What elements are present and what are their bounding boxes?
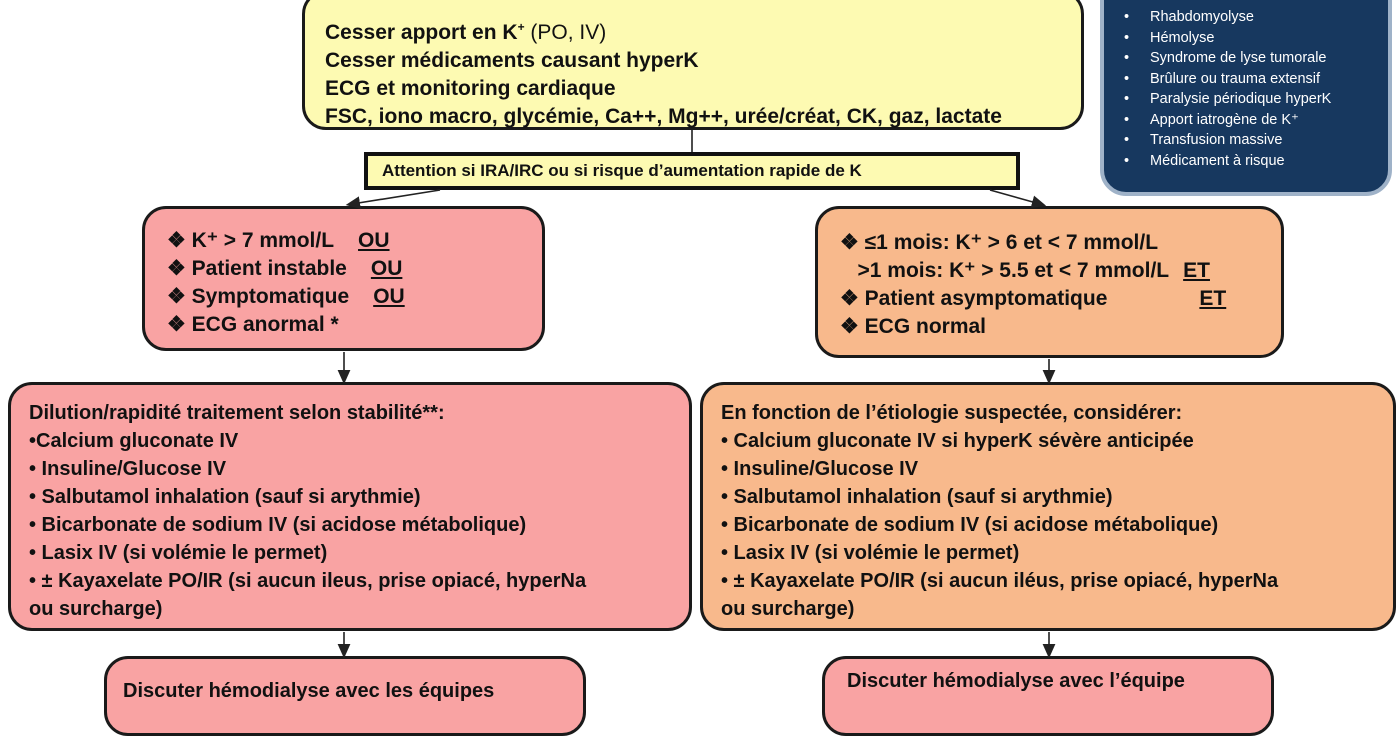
treatment-item: • Salbutamol inhalation (sauf si arythmie)	[29, 486, 421, 508]
treatment-heading: Dilution/rapidité traitement selon stabilité**:	[29, 402, 445, 424]
criterion-under-1-month: ❖ ≤1 mois: K⁺ > 6 et < 7 mmol/L	[840, 231, 1159, 254]
risk-factor-item: • Rhabdomyolyse	[1124, 7, 1388, 28]
criterion-unstable: ❖ Patient instable OU	[167, 257, 403, 280]
risk-factor-item: • Apport iatrogène de K⁺	[1124, 110, 1388, 131]
risk-factor-item: • Brûlure ou trauma extensif	[1124, 69, 1388, 90]
treatment-item: ou surcharge)	[29, 598, 163, 620]
arrow-top-to-right	[990, 190, 1040, 204]
risk-factor-item: • Paralysie périodique hyperK	[1124, 89, 1388, 110]
criterion-ecg-abnormal: ❖ ECG anormal *	[167, 313, 339, 336]
criterion-over-1-month: >1 mois: K⁺ > 5.5 et < 7 mmol/L ET	[840, 259, 1210, 282]
criterion-asymptomatic: ❖ Patient asymptomatique ET	[840, 287, 1227, 310]
risk-factor-item: • Médicament à risque	[1124, 151, 1388, 172]
risk-factor-item: • Syndrome de lyse tumorale	[1124, 48, 1388, 69]
treatment-item: • ± Kayaxelate PO/IR (si aucun iléus, prise opiacé, hyperNa	[721, 570, 1279, 592]
dialysis-text: Discuter hémodialyse avec l’équipe	[847, 670, 1185, 692]
treatment-item: • Calcium gluconate IV si hyperK sévère anticipée	[721, 430, 1194, 452]
criterion-k-level: ❖ K⁺ > 7 mmol/L OU	[167, 229, 390, 252]
treatment-item: ou surcharge)	[721, 598, 855, 620]
treatment-item: •Calcium gluconate IV	[29, 430, 239, 452]
risk-factor-item: • Hémolyse	[1124, 28, 1388, 49]
dialysis-text: Discuter hémodialyse avec les équipes	[123, 680, 495, 702]
treatment-item: • Salbutamol inhalation (sauf si arythmie)	[721, 486, 1113, 508]
treatment-item: • Bicarbonate de sodium IV (si acidose métabolique)	[29, 514, 527, 536]
measure-stop-potassium: Cesser apport en K+ (PO, IV)	[325, 20, 607, 44]
treatment-item: • Bicarbonate de sodium IV (si acidose métabolique)	[721, 514, 1219, 536]
treatment-heading: En fonction de l’étiologie suspectée, considérer:	[721, 402, 1183, 424]
attention-text: Attention si IRA/IRC ou si risque d’aumentation rapide de K	[382, 161, 862, 180]
measure-ecg: ECG et monitoring cardiaque	[325, 77, 616, 100]
criterion-ecg-normal: ❖ ECG normal	[840, 315, 987, 338]
treatment-item: • Lasix IV (si volémie le permet)	[29, 542, 328, 564]
risk-factor-item: • Transfusion massive	[1124, 130, 1388, 151]
measure-stop-meds: Cesser médicaments causant hyperK	[325, 49, 699, 72]
treatment-item: • Lasix IV (si volémie le permet)	[721, 542, 1020, 564]
arrow-top-to-left	[352, 190, 440, 204]
treatment-item: • ± Kayaxelate PO/IR (si aucun ileus, prise opiacé, hyperNa	[29, 570, 587, 592]
treatment-item: • Insuline/Glucose IV	[721, 458, 919, 480]
criterion-symptomatic: ❖ Symptomatique OU	[167, 285, 405, 308]
treatment-item: • Insuline/Glucose IV	[29, 458, 227, 480]
measure-labs: FSC, iono macro, glycémie, Ca++, Mg++, urée/créat, CK, gaz, lactate	[325, 105, 1002, 128]
